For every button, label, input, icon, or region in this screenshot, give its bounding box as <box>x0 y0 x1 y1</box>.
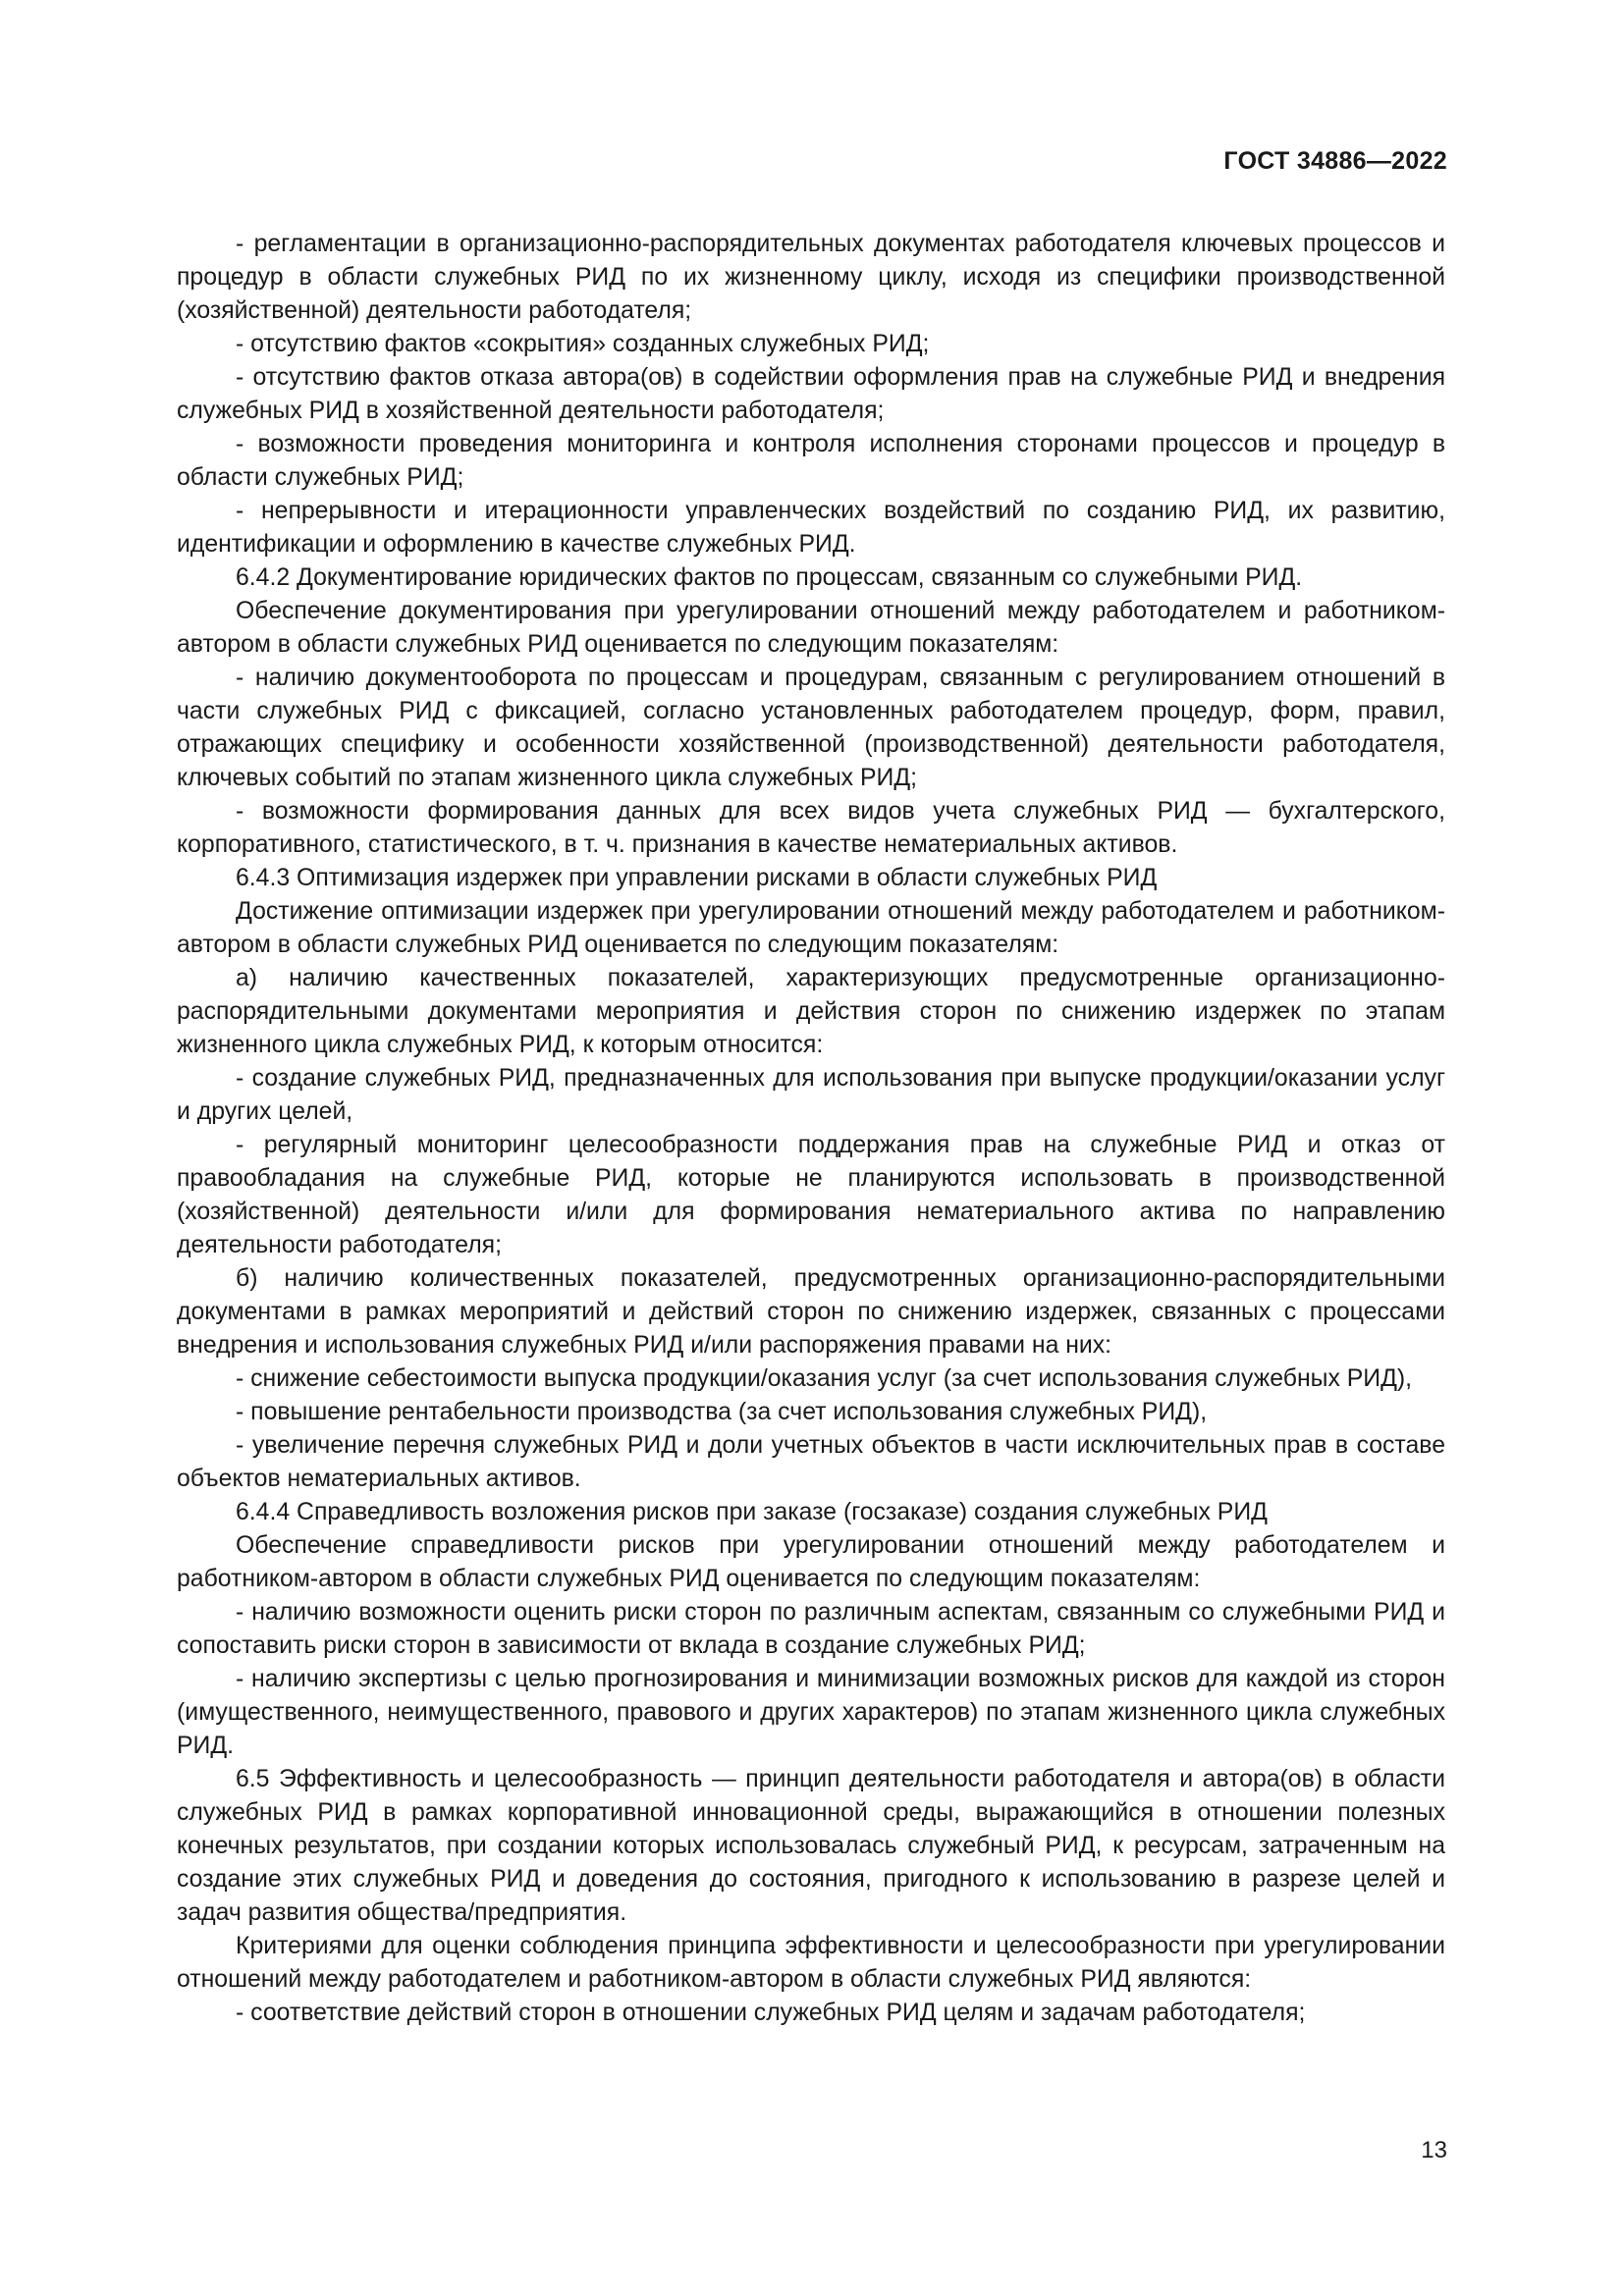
paragraph: - отсутствию фактов «сокрытия» созданных служебных РИД; <box>236 331 930 357</box>
section-heading: 6.4.4 Справедливость возложения рисков при заказе (госзаказе) создания служебных РИД <box>236 1499 1268 1525</box>
paragraph: - наличию документооборота по процессам и процедурам, связанным с регулированием отношений в части служебных РИД с фиксацией, согласно установленных работодателем процедур, форм, правил, отражающих специфику и особенности хозяйственной (производственной) деятельности работодателя, ключевых событий по этапам жизненного цикла служебных РИД; <box>177 665 1445 791</box>
paragraph: - возможности формирования данных для всех видов учета служебных РИД — бухгалтерского, корпоративного, статистического, в т. ч. признания в качестве нематериальных активов. <box>177 798 1445 858</box>
paragraph: а) наличию качественных показателей, характеризующих предусмотренные организационно-распорядительными документами мероприятия и действия сторон по снижению издержек по этапам жизненного цикла служебных РИД, к которым относится: <box>177 965 1445 1058</box>
paragraph: - повышение рентабельности производства (за счет использования служебных РИД), <box>236 1399 1208 1425</box>
document-body <box>177 228 1445 2030</box>
paragraph: - увеличение перечня служебных РИД и доли учетных объектов в части исключительных прав в составе объектов нематериальных активов. <box>177 1432 1445 1492</box>
paragraph: Достижение оптимизации издержек при урегулировании отношений между работодателем и работником-автором в области служебных РИД оценивается по следующим показателям: <box>177 898 1445 958</box>
standard-designation: ГОСТ 34886—2022 <box>1223 147 1447 175</box>
paragraph: 6.5 Эффективность и целесообразность — принцип деятельности работодателя и автора(ов) в области служебных РИД в рамках корпоративной инновационной среды, выражающийся в отношении полезных конечных результатов, при создании которых использовалась служебный РИД, к ресурсам, затраченным на создание этих служебных РИД и доведения до состояния, пригодного к использованию в разрезе целей и задач развития общества/предприятия. <box>177 1766 1445 1926</box>
paragraph: Обеспечение справедливости рисков при урегулировании отношений между работодателем и работником-автором в области служебных РИД оценивается по следующим показателям: <box>177 1532 1445 1592</box>
paragraph: - возможности проведения мониторинга и контроля исполнения сторонами процессов и процедур в области служебных РИД; <box>177 431 1445 491</box>
paragraph: - наличию экспертизы с целью прогнозирования и минимизации возможных рисков для каждой из сторон (имущественного, неимущественного, правового и других характеров) по этапам жизненного цикла служебных РИД. <box>177 1666 1445 1759</box>
paragraph: - снижение себестоимости выпуска продукции/оказания услуг (за счет использования служебных РИД), <box>236 1365 1413 1392</box>
paragraph: Обеспечение документирования при урегулировании отношений между работодателем и работником-автором в области служебных РИД оценивается по следующим показателям: <box>177 598 1445 658</box>
paragraph: - регулярный мониторинг целесообразности поддержания прав на служебные РИД и отказ от правообладания на служебные РИД, которые не планируются использовать в производственной (хозяйственной) деятельности и/или для формирования нематериального актива по направлению деятельности работодателя; <box>177 1132 1445 1258</box>
section-heading: 6.4.3 Оптимизация издержек при управлении рисками в области служебных РИД <box>236 865 1158 891</box>
paragraph: - создание служебных РИД, предназначенных для использования при выпуске продукции/оказании услуг и других целей, <box>177 1065 1445 1125</box>
page-number: 13 <box>1421 2137 1447 2163</box>
paragraph: Критериями для оценки соблюдения принципа эффективности и целесообразности при урегулировании отношений между работодателем и работником-автором в области служебных РИД являются: <box>177 1933 1445 1993</box>
paragraph: - непрерывности и итерационности управленческих воздействий по созданию РИД, их развитию, идентификации и оформлению в качестве служебных РИД. <box>177 498 1445 558</box>
paragraph: - соответствие действий сторон в отношении служебных РИД целям и задачам работодателя; <box>236 2000 1306 2026</box>
paragraph: б) наличию количественных показателей, предусмотренных организационно-распорядительными документами в рамках мероприятий и действий сторон по снижению издержек, связанных с процессами внедрения и использования служебных РИД и/или распоряжения правами на них: <box>177 1265 1445 1359</box>
paragraph: - отсутствию фактов отказа автора(ов) в содействии оформления прав на служебные РИД и внедрения служебных РИД в хозяйственной деятельности работодателя; <box>177 364 1445 424</box>
section-heading: 6.4.2 Документирование юридических фактов по процессам, связанным со служебными РИД. <box>236 564 1303 591</box>
paragraph: - наличию возможности оценить риски сторон по различным аспектам, связанным со служебными РИД и сопоставить риски сторон в зависимости от вклада в создание служебных РИД; <box>177 1599 1445 1659</box>
paragraph: - регламентации в организационно-распорядительных документах работодателя ключевых процессов и процедур в области служебных РИД по их жизненному циклу, исходя из специфики производственной (хозяйственной) деятельности работодателя; <box>177 231 1445 324</box>
